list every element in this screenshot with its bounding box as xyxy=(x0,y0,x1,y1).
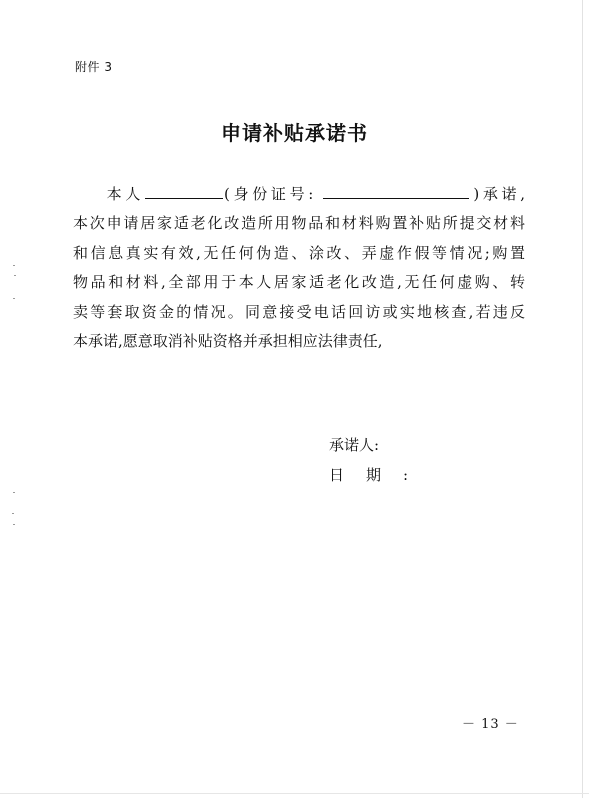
commitment-statement xyxy=(73,180,525,356)
document-title: 申请补贴承诺书 xyxy=(221,121,368,145)
scan-speck xyxy=(13,524,15,525)
statement-line: 卖等套取资金的情况。同意接受电话回访或实地核查,若违反 xyxy=(73,302,525,321)
statement-line: 物品和材料,全部用于本人居家适老化改造,无任何虚购、转 xyxy=(73,273,525,292)
statement-suffix: )承诺, xyxy=(473,185,525,203)
scan-speck xyxy=(13,492,15,493)
statement-line: 本次申请居家适老化改造所用物品和材料购置补贴所提交材料 xyxy=(73,214,525,233)
promiser-signature-label: 承诺人: xyxy=(329,436,380,454)
date-colon: : xyxy=(403,466,409,484)
scan-speck xyxy=(13,265,15,266)
date-signature-label xyxy=(329,464,408,485)
statement-prefix: 本人 xyxy=(103,185,145,203)
statement-first-line xyxy=(73,180,525,209)
scan-speck xyxy=(12,513,14,514)
id-number-label: (身份证号: xyxy=(224,185,314,203)
page-edge-bottom xyxy=(0,793,589,794)
date-label: 日期 xyxy=(329,466,404,484)
scan-speck xyxy=(14,275,16,276)
statement-line: 本承诺,愿意取消补贴资格并承担相应法律责任, xyxy=(73,332,383,351)
name-blank xyxy=(145,184,223,199)
statement-line: 和信息真实有效,无任何伪造、涂改、弄虚作假等情况;购置 xyxy=(73,243,525,262)
scan-speck xyxy=(13,298,15,299)
page-number: － 13 － xyxy=(462,717,519,732)
id-number-blank xyxy=(323,184,469,199)
attachment-label: 附件 3 xyxy=(75,60,113,74)
